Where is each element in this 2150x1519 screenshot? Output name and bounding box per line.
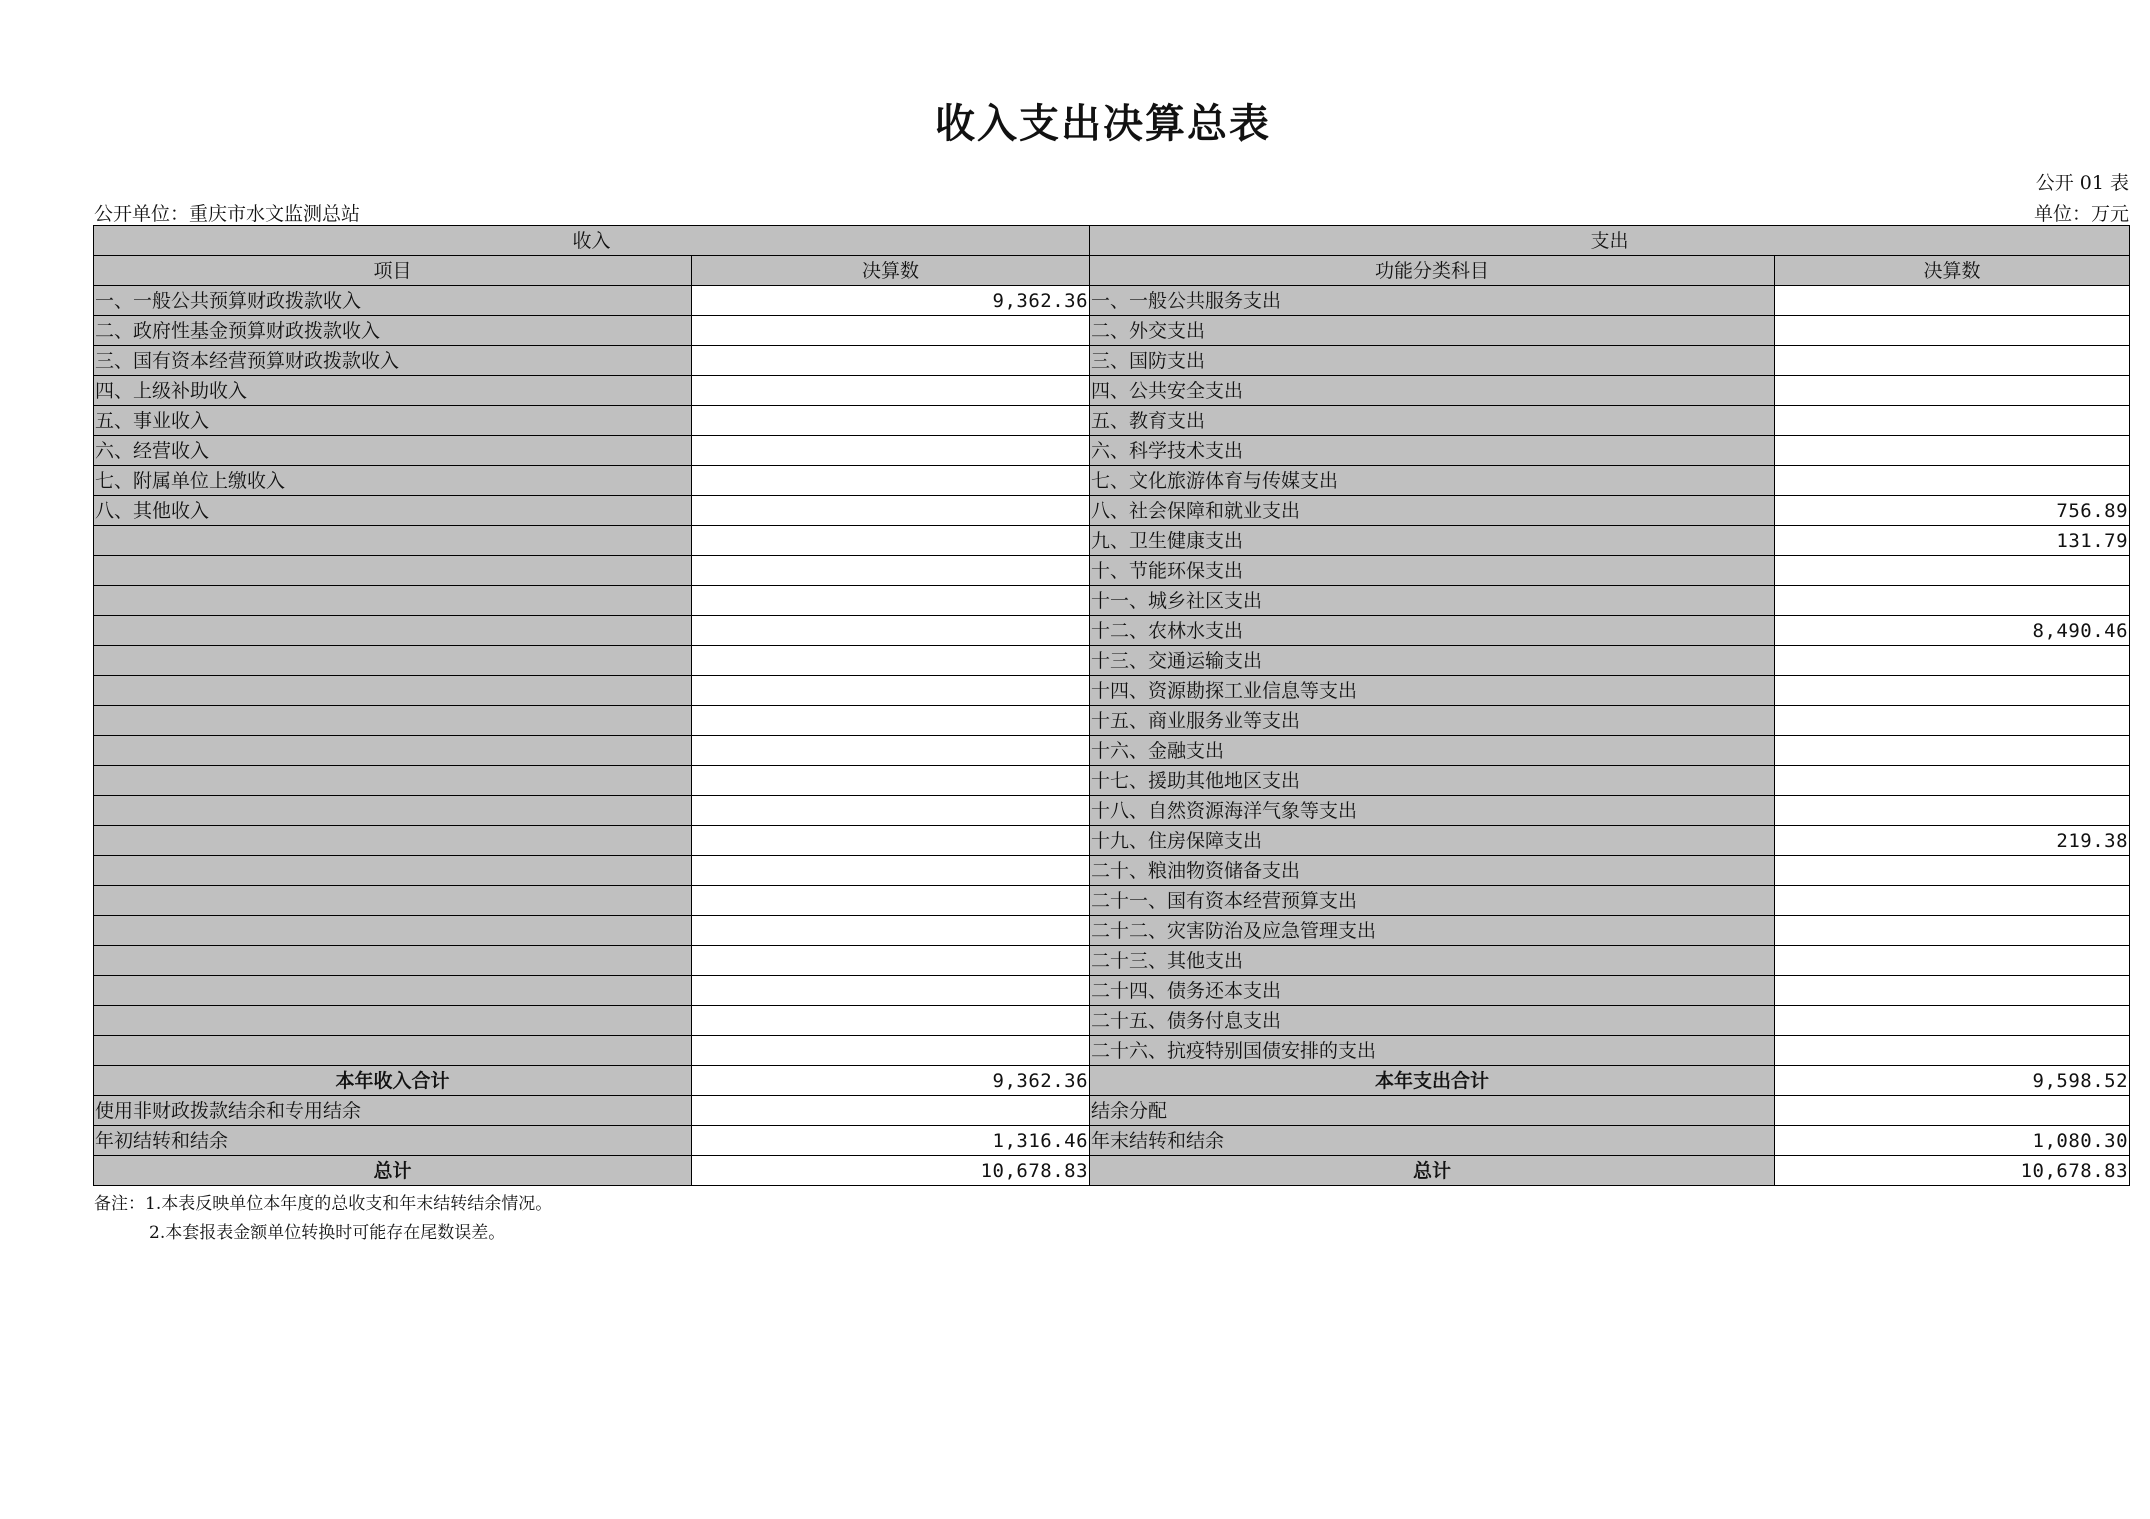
table-row [94, 946, 2130, 976]
income-value-cell [692, 496, 1090, 526]
non-fiscal-value [692, 1096, 1090, 1126]
income-value-cell [692, 616, 1090, 646]
reporting-unit: 公开单位：重庆市水文监测总站 [94, 203, 361, 225]
expense-value-cell [1775, 646, 2130, 676]
table-row [94, 406, 2130, 436]
expense-amount-column-header: 决算数 [1775, 256, 2130, 286]
income-item-cell [94, 946, 692, 976]
expense-value-cell [1775, 946, 2130, 976]
income-item-cell [94, 616, 692, 646]
income-value-cell [692, 856, 1090, 886]
expense-value-cell [1775, 736, 2130, 766]
expense-item-cell: 二十四、债务还本支出 [1090, 976, 1775, 1006]
table-row [94, 286, 2130, 316]
table-row [94, 706, 2130, 736]
expense-value-cell [1775, 556, 2130, 586]
non-fiscal-label: 使用非财政拨款结余和专用结余 [94, 1096, 692, 1126]
income-item-cell [94, 796, 692, 826]
expense-item-cell: 五、教育支出 [1090, 406, 1775, 436]
table-row [94, 886, 2130, 916]
income-amount-column-header: 决算数 [692, 256, 1090, 286]
form-number: 公开 01 表 [2035, 172, 2129, 194]
income-item-cell [94, 526, 692, 556]
expense-item-cell: 二十六、抗疫特别国债安排的支出 [1090, 1036, 1775, 1066]
income-value-cell [692, 796, 1090, 826]
income-item-cell [94, 916, 692, 946]
expense-item-cell: 三、国防支出 [1090, 346, 1775, 376]
income-item-cell: 三、国有资本经营预算财政拨款收入 [94, 346, 692, 376]
expense-item-cell: 十六、金融支出 [1090, 736, 1775, 766]
currency-unit: 单位：万元 [2033, 203, 2129, 225]
income-item-cell: 八、其他收入 [94, 496, 692, 526]
note-2: 2.本套报表金额单位转换时可能存在尾数误差。 [149, 1223, 506, 1243]
table-row [94, 616, 2130, 646]
income-item-cell [94, 886, 692, 916]
expense-item-cell: 九、卫生健康支出 [1090, 526, 1775, 556]
income-item-cell: 六、经营收入 [94, 436, 692, 466]
expense-item-cell: 二十二、灾害防治及应急管理支出 [1090, 916, 1775, 946]
income-item-cell [94, 586, 692, 616]
expense-value-cell [1775, 376, 2130, 406]
begin-balance-value: 1,316.46 [692, 1126, 1090, 1156]
expense-item-cell: 六、科学技术支出 [1090, 436, 1775, 466]
table-row [94, 976, 2130, 1006]
expense-value-cell [1775, 286, 2130, 316]
expense-value-cell [1775, 1006, 2130, 1036]
note-1: 备注：1.本表反映单位本年度的总收支和年末结转结余情况。 [94, 1194, 553, 1214]
grand-total-income-label: 总计 [94, 1156, 692, 1186]
expense-total-value: 9,598.52 [1775, 1066, 2130, 1096]
income-item-cell [94, 556, 692, 586]
table-row [94, 1036, 2130, 1066]
expense-item-cell: 十五、商业服务业等支出 [1090, 706, 1775, 736]
expense-value-cell [1775, 856, 2130, 886]
table-row [94, 796, 2130, 826]
income-value-cell [692, 466, 1090, 496]
income-value-cell [692, 886, 1090, 916]
table-row [94, 436, 2130, 466]
expense-value-cell [1775, 316, 2130, 346]
table-row [94, 346, 2130, 376]
expense-value-cell [1775, 346, 2130, 376]
income-value-cell [692, 316, 1090, 346]
expense-value-cell [1775, 766, 2130, 796]
grand-total-row [94, 1156, 2130, 1186]
expense-item-cell: 七、文化旅游体育与传媒支出 [1090, 466, 1775, 496]
expense-total-label: 本年支出合计 [1090, 1066, 1775, 1096]
begin-balance-label: 年初结转和结余 [94, 1126, 692, 1156]
table-row [94, 496, 2130, 526]
income-item-cell [94, 856, 692, 886]
table-row [94, 466, 2130, 496]
income-item-cell: 二、政府性基金预算财政拨款收入 [94, 316, 692, 346]
income-item-cell: 七、附属单位上缴收入 [94, 466, 692, 496]
balance-row [94, 1126, 2130, 1156]
expense-item-cell: 十二、农林水支出 [1090, 616, 1775, 646]
end-balance-value: 1,080.30 [1775, 1126, 2130, 1156]
expense-value-cell [1775, 706, 2130, 736]
income-item-cell [94, 706, 692, 736]
income-total-value: 9,362.36 [692, 1066, 1090, 1096]
table-row [94, 586, 2130, 616]
income-value-cell [692, 1006, 1090, 1036]
expense-value-cell [1775, 886, 2130, 916]
expense-item-cell: 十四、资源勘探工业信息等支出 [1090, 676, 1775, 706]
expense-item-cell: 二十一、国有资本经营预算支出 [1090, 886, 1775, 916]
income-value-cell [692, 586, 1090, 616]
income-item-cell: 一、一般公共预算财政拨款收入 [94, 286, 692, 316]
income-item-cell: 四、上级补助收入 [94, 376, 692, 406]
expense-item-cell: 二、外交支出 [1090, 316, 1775, 346]
income-value-cell [692, 946, 1090, 976]
page-title: 收入支出决算总表 [935, 101, 1271, 147]
grand-total-income-value: 10,678.83 [692, 1156, 1090, 1186]
expense-value-cell [1775, 406, 2130, 436]
income-value-cell [692, 916, 1090, 946]
expense-item-cell: 十、节能环保支出 [1090, 556, 1775, 586]
income-total-label: 本年收入合计 [94, 1066, 692, 1096]
income-item-cell [94, 826, 692, 856]
income-item-cell [94, 736, 692, 766]
expense-value-cell: 8,490.46 [1775, 616, 2130, 646]
income-value-cell [692, 346, 1090, 376]
income-value-cell [692, 526, 1090, 556]
expense-value-cell: 131.79 [1775, 526, 2130, 556]
expense-section-header: 支出 [1090, 226, 2130, 256]
expense-value-cell [1775, 436, 2130, 466]
expense-item-cell: 二十五、债务付息支出 [1090, 1006, 1775, 1036]
expense-item-cell: 八、社会保障和就业支出 [1090, 496, 1775, 526]
income-item-cell [94, 766, 692, 796]
income-value-cell [692, 406, 1090, 436]
expense-item-cell: 二十、粮油物资储备支出 [1090, 856, 1775, 886]
income-value-cell: 9,362.36 [692, 286, 1090, 316]
expense-item-cell: 十八、自然资源海洋气象等支出 [1090, 796, 1775, 826]
non-fiscal-row [94, 1096, 2130, 1126]
end-balance-label: 年末结转和结余 [1090, 1126, 1775, 1156]
expense-item-cell: 二十三、其他支出 [1090, 946, 1775, 976]
grand-total-expense-label: 总计 [1090, 1156, 1775, 1186]
income-item-cell [94, 1036, 692, 1066]
income-value-cell [692, 556, 1090, 586]
income-value-cell [692, 766, 1090, 796]
income-value-cell [692, 706, 1090, 736]
annual-total-row [94, 1066, 2130, 1096]
income-value-cell [692, 976, 1090, 1006]
expense-value-cell [1775, 466, 2130, 496]
income-value-cell [692, 676, 1090, 706]
income-item-cell [94, 1006, 692, 1036]
expense-value-cell [1775, 916, 2130, 946]
table-row [94, 316, 2130, 346]
expense-value-cell: 219.38 [1775, 826, 2130, 856]
table-row [94, 676, 2130, 706]
expense-value-cell [1775, 586, 2130, 616]
surplus-distribution-label: 结余分配 [1090, 1096, 1775, 1126]
table-row [94, 646, 2130, 676]
table-row [94, 766, 2130, 796]
income-section-header: 收入 [94, 226, 1090, 256]
table-row [94, 556, 2130, 586]
table-row [94, 526, 2130, 556]
surplus-distribution-value [1775, 1096, 2130, 1126]
expense-item-cell: 十九、住房保障支出 [1090, 826, 1775, 856]
table-row [94, 376, 2130, 406]
expense-item-cell: 一、一般公共服务支出 [1090, 286, 1775, 316]
expense-value-cell [1775, 676, 2130, 706]
expense-item-cell: 四、公共安全支出 [1090, 376, 1775, 406]
expense-value-cell [1775, 1036, 2130, 1066]
notes [94, 1190, 552, 1248]
expense-item-cell: 十三、交通运输支出 [1090, 646, 1775, 676]
table-row [94, 856, 2130, 886]
income-value-cell [692, 736, 1090, 766]
function-subject-column-header: 功能分类科目 [1090, 256, 1775, 286]
expense-value-cell [1775, 976, 2130, 1006]
income-value-cell [692, 376, 1090, 406]
expense-value-cell: 756.89 [1775, 496, 2130, 526]
grand-total-expense-value: 10,678.83 [1775, 1156, 2130, 1186]
income-value-cell [692, 826, 1090, 856]
expense-item-cell: 十一、城乡社区支出 [1090, 586, 1775, 616]
table-row [94, 736, 2130, 766]
table-row [94, 1006, 2130, 1036]
income-item-cell [94, 676, 692, 706]
income-item-cell [94, 976, 692, 1006]
income-value-cell [692, 646, 1090, 676]
income-item-cell: 五、事业收入 [94, 406, 692, 436]
income-expense-table [93, 225, 2130, 1186]
item-column-header: 项目 [94, 256, 692, 286]
table-row [94, 916, 2130, 946]
income-item-cell [94, 646, 692, 676]
table-row [94, 826, 2130, 856]
expense-value-cell [1775, 796, 2130, 826]
income-value-cell [692, 1036, 1090, 1066]
income-value-cell [692, 436, 1090, 466]
expense-item-cell: 十七、援助其他地区支出 [1090, 766, 1775, 796]
